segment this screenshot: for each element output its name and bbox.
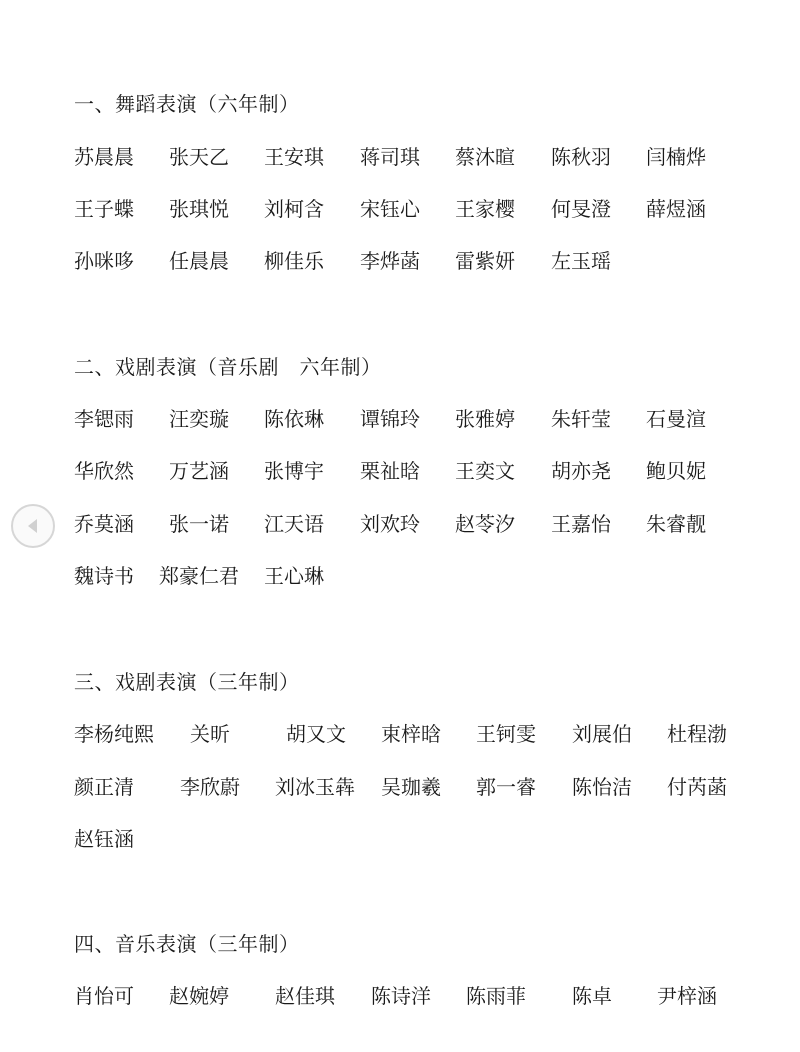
student-name: 张琪悦 <box>169 197 229 221</box>
student-name: 宋钰心 <box>360 197 420 221</box>
student-name: 陈秋羽 <box>551 145 611 169</box>
student-name: 左玉瑶 <box>551 249 611 273</box>
student-name: 朱睿靓 <box>646 512 706 536</box>
student-name: 颜正清 <box>74 775 134 799</box>
student-name: 赵佳琪 <box>275 984 335 1008</box>
student-name: 王嘉怡 <box>551 512 611 536</box>
student-name: 栗祉晗 <box>360 459 420 483</box>
student-name: 刘冰玉犇 <box>275 775 355 799</box>
student-name: 李欣蔚 <box>180 775 240 799</box>
student-name: 赵钰涵 <box>74 827 134 851</box>
student-name: 郑豪仁君 <box>159 564 239 588</box>
student-name: 闫楠烨 <box>646 145 706 169</box>
student-name: 鲍贝妮 <box>646 459 706 483</box>
student-name: 王家樱 <box>455 197 515 221</box>
student-name: 陈诗洋 <box>371 984 431 1008</box>
student-name: 任晨晨 <box>169 249 229 273</box>
student-name: 王子蝶 <box>74 197 134 221</box>
student-name: 李烨菡 <box>360 249 420 273</box>
student-name: 张雅婷 <box>455 407 515 431</box>
section-title: 三、戏剧表演（三年制） <box>74 670 300 694</box>
student-name: 柳佳乐 <box>264 249 324 273</box>
student-name: 杜程渤 <box>667 722 727 746</box>
student-name: 谭锦玲 <box>360 407 420 431</box>
student-name: 华欣然 <box>74 459 134 483</box>
student-name: 胡亦尧 <box>551 459 611 483</box>
student-name: 陈怡洁 <box>572 775 632 799</box>
student-name: 魏诗书 <box>74 564 134 588</box>
student-name: 薛煜涵 <box>646 197 706 221</box>
student-name: 万艺涵 <box>169 459 229 483</box>
student-name: 王钶雯 <box>476 722 536 746</box>
student-name: 王奕文 <box>455 459 515 483</box>
student-name: 何旻澄 <box>551 197 611 221</box>
student-name: 肖怡可 <box>74 984 134 1008</box>
student-name: 陈雨菲 <box>466 984 526 1008</box>
student-name: 朱轩莹 <box>551 407 611 431</box>
student-name: 江天语 <box>264 512 324 536</box>
student-name: 苏晨晨 <box>74 145 134 169</box>
student-name: 李杨纯熙 <box>74 722 154 746</box>
student-name: 刘欢玲 <box>360 512 420 536</box>
student-name: 付芮菡 <box>667 775 727 799</box>
student-name: 束梓晗 <box>381 722 441 746</box>
section-title: 四、音乐表演（三年制） <box>74 932 300 956</box>
section-title: 一、舞蹈表演（六年制） <box>74 92 300 116</box>
student-name: 胡又文 <box>286 722 346 746</box>
student-name: 孙咪哆 <box>74 249 134 273</box>
student-name: 乔莫涵 <box>74 512 134 536</box>
student-name: 王心琳 <box>264 564 324 588</box>
student-name: 尹梓涵 <box>657 984 717 1008</box>
student-name: 陈卓 <box>572 984 612 1008</box>
student-name: 张一诺 <box>169 512 229 536</box>
student-name: 蔡沐暄 <box>455 145 515 169</box>
student-name: 吴珈羲 <box>381 775 441 799</box>
student-name: 郭一睿 <box>476 775 536 799</box>
student-name: 张天乙 <box>169 145 229 169</box>
section-title: 二、戏剧表演（音乐剧 六年制） <box>74 355 382 379</box>
student-name: 石曼渲 <box>646 407 706 431</box>
student-name: 陈依琳 <box>264 407 324 431</box>
student-name: 王安琪 <box>264 145 324 169</box>
student-name: 雷紫妍 <box>455 249 515 273</box>
student-name: 赵苓汐 <box>455 512 515 536</box>
back-button[interactable] <box>11 504 55 548</box>
student-name: 刘展伯 <box>572 722 632 746</box>
student-name: 关昕 <box>190 722 230 746</box>
chevron-left-icon <box>23 516 43 536</box>
student-name: 汪奕璇 <box>169 407 229 431</box>
student-name: 蒋司琪 <box>360 145 420 169</box>
student-name: 张博宇 <box>264 459 324 483</box>
student-name: 刘柯含 <box>264 197 324 221</box>
student-name: 李锶雨 <box>74 407 134 431</box>
student-name: 赵婉婷 <box>169 984 229 1008</box>
